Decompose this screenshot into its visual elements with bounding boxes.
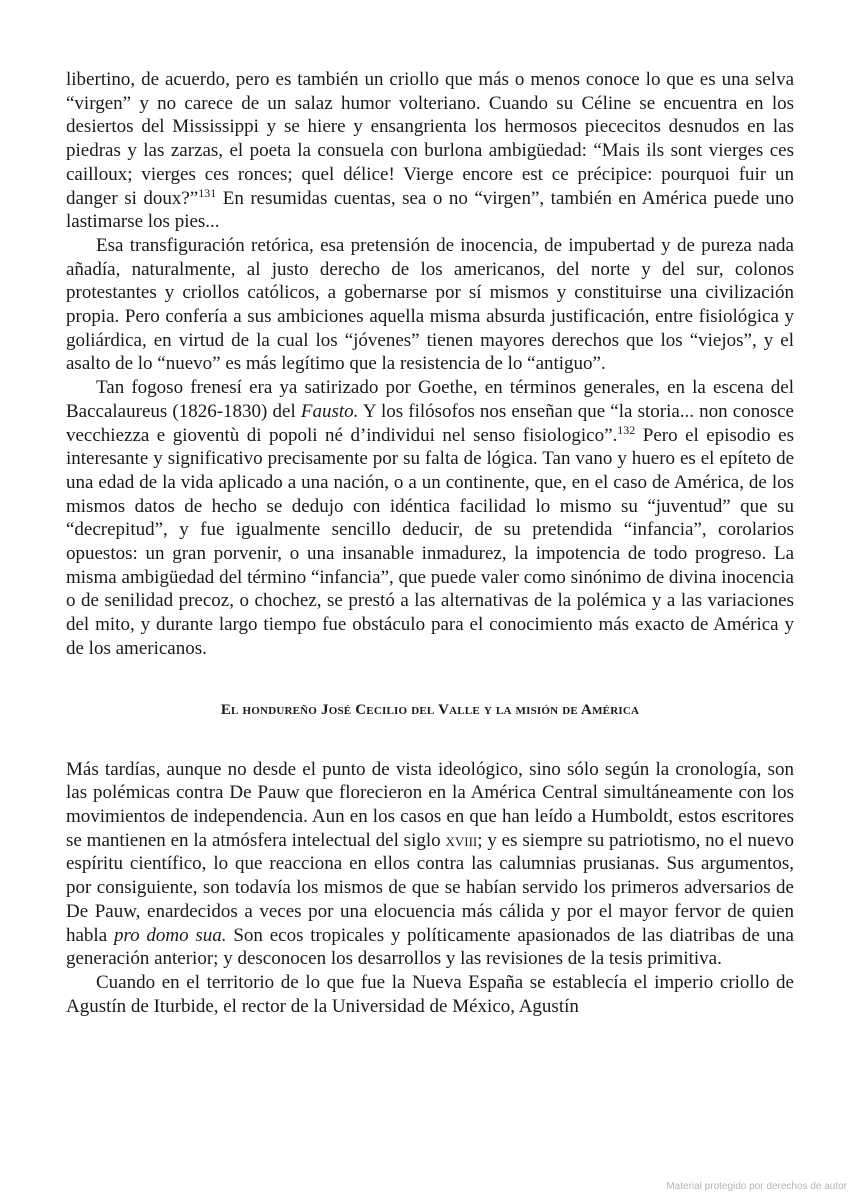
paragraph-4 [66, 758, 794, 971]
paragraph-4-text: Más tardías, aunque no desde el punto de vista ideológico, sino sólo según la cronología, son las polémicas contra De Pauw que florecieron en la América Central simultáneamente con los movimientos de independencia. Aun en los casos en que han leído a Humboldt, estos escritores se mantienen en la atmósfera intelectual del siglo [66, 758, 794, 851]
page-body [66, 68, 794, 1018]
paragraph-1-text-end: En resumidas cuentas, sea o no “virgen”, también en América puede uno lastimarse los pies... [66, 187, 794, 233]
latin-phrase: pro domo sua. [113, 924, 227, 946]
paragraph-4-text-end: Son ecos tropicales y políticamente apasionados de las diatribas de una generación anterior; y desconocen los desarrollos y las revisiones de la tesis primitiva. [66, 924, 794, 970]
work-title-fausto: Fausto. [300, 400, 359, 422]
paragraph-1 [66, 68, 794, 234]
paragraph-2: Esa transfiguración retórica, esa pretensión de inocencia, de impubertad y de pureza nada añadía, naturalmente, al justo derecho de los americanos, del norte y del sur, colonos protestantes y criollos católicos, a gobernarse por sí mismos y constituirse una civilización propia. Pero confería a sus ambiciones aquella misma absurda justificación, entre fisiológica y goliárdica, en virtud de la cual los “jóvenes” tienen mayores derechos que los “viejos”, y el asalto de lo “nuevo” es más legítimo que la resistencia de lo “antiguo”. [66, 234, 794, 375]
paragraph-1-text: libertino, de acuerdo, pero es también un criollo que más o menos conoce lo que es una selva “virgen” y no carece de un salaz humor volteriano. Cuando su Céline se encuentra en los desiertos del Mississippi y se hiere y ensangrienta los hermosos piececitos desnudos en las piedras y las zarzas, el poeta la consuela con burlona ambigüedad: “Mais ils sont vierges ces cailloux; vierges ces ronces; quel délice! Vierge encore est ce précipice: pourquoi fuir un danger si doux?” [66, 69, 794, 209]
copyright-watermark: Material protegido por derechos de autor [666, 1181, 847, 1192]
footnote-ref-132[interactable]: 132 [617, 422, 636, 437]
paragraph-3 [66, 376, 794, 660]
paragraph-3-text: Tan fogoso frenesí era ya satirizado por Goethe, en términos generales, en la escena del Baccalaureus (1826-1830) del [66, 377, 794, 422]
footnote-ref-131[interactable]: 131 [198, 185, 217, 200]
section-heading: El hondureño José Cecilio del Valle y la misión de América [220, 701, 640, 718]
paragraph-3-text-mid: Y los filósofos nos enseñan que “la storia... non conosce vecchiezza e gioventù di popoli né d’individui nel senso fisiologico”. [66, 400, 794, 446]
paragraph-3-text-end: Pero el episodio es interesante y significativo precisamente por su falta de lógica. Tan vano y huero es el epíteto de una edad de la vida aplicado a una nación, o a un continente, que, en el caso de América, de los mismos datos de hecho se dedujo con idéntica facilidad lo mismo su “juventud” que su “decrepitud”, y fue igualmente sencillo deducir, de su pretendida “infancia”, corolarios opuestos: un gran porvenir, o una insanable inmadurez, la impotencia de todo progreso. La misma ambigüedad del término “infancia”, que puede valer como sinónimo de divina inocencia o de senilidad precoz, o chochez, se prestó a las alternativas de la polémica y a las variaciones del mito, y durante largo tiempo fue obstáculo para el conocimiento más exacto de América y de los americanos. [66, 424, 794, 659]
century-numeral: xviii [445, 829, 478, 851]
paragraph-5: Cuando en el territorio de lo que fue la Nueva España se establecía el imperio criollo de Agustín de Iturbide, el rector de la Universidad de México, Agustín [66, 971, 794, 1017]
paragraph-4-text-mid: ; y es siempre su patriotismo, no el nuevo espíritu científico, lo que reacciona en ellos contra las calumnias prusianas. Sus argumentos, por consiguiente, son todavía los mismos de que se habían servido los primeros adversarios de De Pauw, enardecidos a veces por una elocuencia más cálida y por el mayor fervor de quien habla [66, 829, 794, 946]
